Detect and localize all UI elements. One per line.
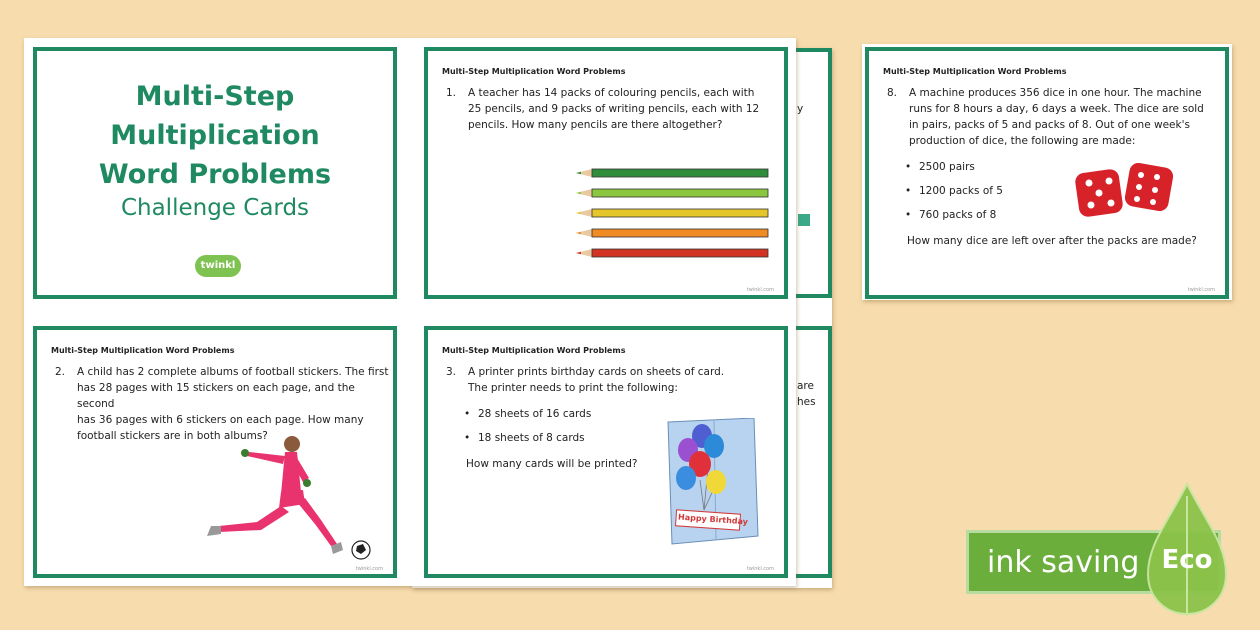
bullet-item: • 760 packs of 8	[905, 209, 1003, 233]
footballer-image	[197, 434, 377, 564]
pencil	[576, 249, 768, 257]
peek-card-top	[792, 48, 832, 298]
question-line: production of dice, the following are made:	[909, 135, 1136, 147]
question-8-ask: How many dice are left over after the packs are made?	[907, 235, 1197, 247]
ink-saving-label: ink saving	[987, 545, 1140, 580]
pencil	[576, 229, 768, 237]
bullet-item: • 2500 pairs	[905, 161, 1003, 185]
question-number: 8.	[887, 87, 898, 99]
pencil	[576, 209, 768, 217]
pencil	[576, 169, 768, 177]
question-line: runs for 8 hours a day, 6 days a week. The dice are sold	[909, 103, 1204, 115]
title-card	[33, 47, 397, 299]
question-number: 1.	[446, 87, 457, 99]
peek-text-bottom-1: are	[797, 380, 814, 392]
peek-card-bottom	[792, 326, 832, 578]
subtitle: Challenge Cards	[120, 195, 310, 221]
card-header: Multi-Step Multiplication Word Problems	[883, 67, 1067, 76]
question-line: A printer prints birthday cards on sheets of card.	[468, 366, 725, 378]
pencil	[576, 189, 768, 197]
question-line: pencils. How many pencils are there altogether?	[468, 119, 723, 131]
question-line: has 28 pages with 15 stickers on each page, and the second	[77, 382, 355, 410]
footer-mark: twinkl.com	[1187, 287, 1215, 293]
title-line-3: Word Problems	[98, 159, 332, 190]
dice-image	[1073, 163, 1177, 223]
peek-text-bottom-2: hes	[797, 396, 816, 408]
question-number: 3.	[446, 366, 457, 378]
question-line: football stickers are in both albums?	[77, 430, 268, 442]
bullet-item: • 28 sheets of 16 cards	[464, 408, 591, 432]
title-line-2: Multiplication	[110, 120, 320, 151]
question-line: has 36 pages with 6 stickers on each page. How many	[77, 414, 364, 426]
bullet-list	[905, 161, 1003, 233]
card-question-2	[33, 326, 397, 578]
pencils-image	[574, 163, 774, 263]
bullet-item: • 1200 packs of 5	[905, 185, 1003, 209]
footer-mark: twinkl.com	[746, 287, 774, 293]
card-question-8	[865, 47, 1229, 299]
bullet-item: • 18 sheets of 8 cards	[464, 432, 591, 456]
question-number: 2.	[55, 366, 66, 378]
question-line: The printer needs to print the following:	[468, 382, 678, 394]
card-question-1	[424, 47, 788, 299]
question-3-ask: How many cards will be printed?	[466, 458, 638, 470]
peek-text-top: y	[797, 103, 804, 115]
footer-mark: twinkl.com	[355, 566, 383, 572]
question-3-text	[446, 364, 776, 396]
birthday-card-image	[664, 418, 760, 548]
card-header: Multi-Step Multiplication Word Problems	[442, 67, 626, 76]
question-line: A teacher has 14 packs of colouring pencils, each with	[468, 87, 755, 99]
twinkl-logo: twinkl	[195, 255, 241, 277]
question-8-text	[887, 85, 1225, 149]
question-1-text	[446, 85, 776, 133]
bullet-list	[464, 408, 591, 456]
peek-pencil-tip	[798, 214, 810, 226]
question-2-text	[55, 364, 395, 444]
question-line: A child has 2 complete albums of football stickers. The first	[77, 366, 389, 378]
card-header: Multi-Step Multiplication Word Problems	[51, 346, 235, 355]
question-line: 25 pencils, and 9 packs of writing pencils, each with 12	[468, 103, 760, 115]
card-question-3	[424, 326, 788, 578]
card-header: Multi-Step Multiplication Word Problems	[442, 346, 626, 355]
question-line: in pairs, packs of 5 and packs of 8. Out of one week's	[909, 119, 1190, 131]
eco-badge-label: Eco	[1161, 545, 1213, 575]
happy-birthday-label: Happy Birthday	[677, 512, 749, 527]
footer-mark: twinkl.com	[746, 566, 774, 572]
question-line: A machine produces 356 dice in one hour. The machine	[909, 87, 1202, 99]
title-line-1: Multi-Step	[135, 81, 295, 112]
